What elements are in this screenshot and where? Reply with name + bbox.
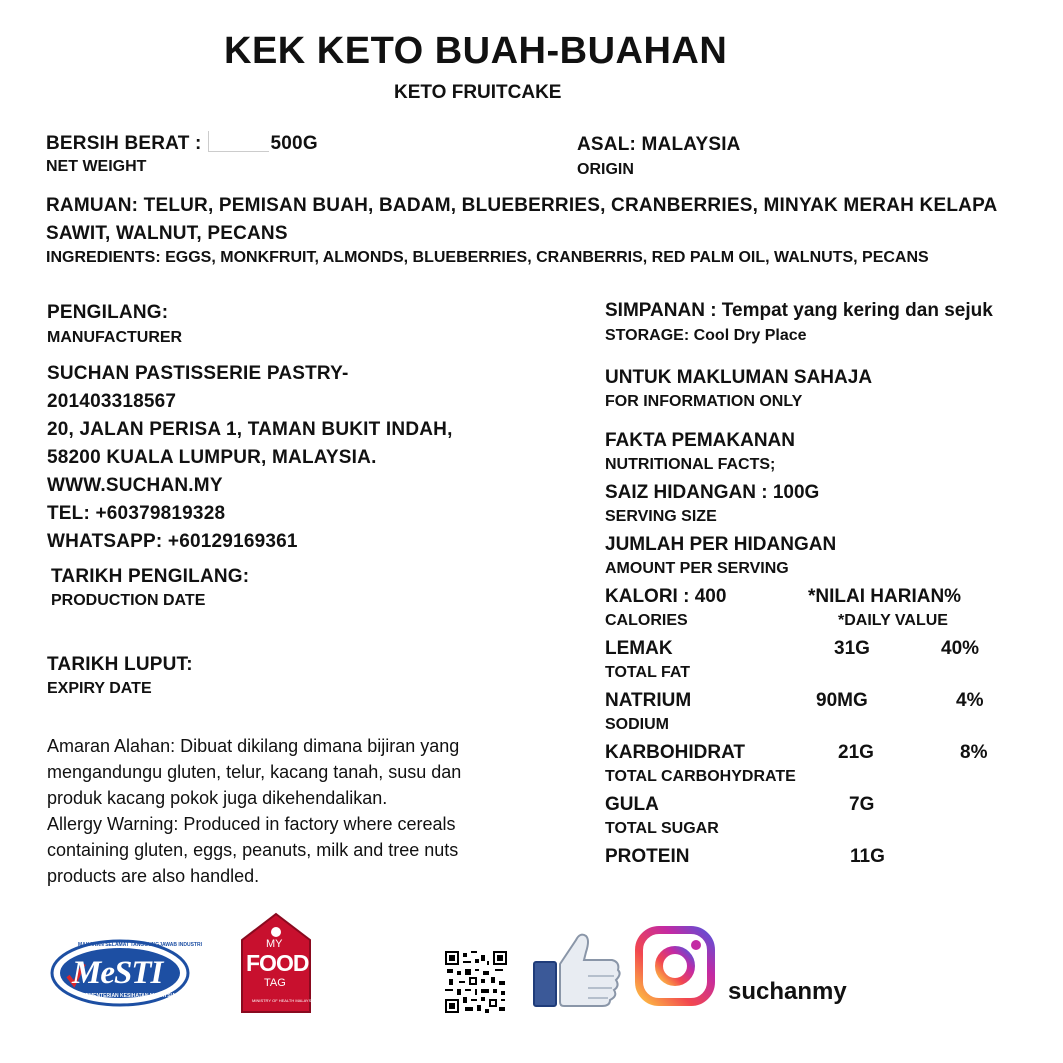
nutrition-facts-label: FAKTA PEMAKANAN (605, 430, 795, 451)
manufacturer-line: 58200 KUALA LUMPUR, MALAYSIA. (47, 447, 377, 468)
mesti-text: MeSTI (72, 955, 163, 991)
mesti-bottom-text: KEMENTERIAN KESIHATAN MALAYSIA (82, 993, 176, 999)
amount-per-serving-label: JUMLAH PER HIDANGAN (605, 534, 837, 555)
product-title: KEK KETO BUAH-BUAHAN (224, 30, 728, 72)
net-weight-label (46, 131, 318, 155)
nutrient-name: PROTEIN (605, 846, 690, 867)
manufacturer-line: TEL: +60379819328 (47, 503, 226, 524)
product-subtitle: KETO FRUITCAKE (394, 82, 562, 103)
manufacturer-label: PENGILANG: (47, 302, 169, 323)
manufacturer-line: 201403318567 (47, 391, 177, 412)
ingredients-en: INGREDIENTS: EGGS, MONKFRUIT, ALMONDS, BLUEBERRIES, CRANBERRIS, RED PALM OIL, WALNUTS, PECANS (46, 249, 929, 266)
calories-label: KALORI : 400 (605, 586, 727, 607)
allergy-line: containing gluten, eggs, peanuts, milk and tree nuts (47, 840, 459, 860)
daily-value-label-en: *DAILY VALUE (838, 612, 948, 629)
calories-label-en: CALORIES (605, 612, 688, 629)
allergy-line: Allergy Warning: Produced in factory where cereals (47, 814, 456, 834)
storage-text: SIMPANAN : Tempat yang kering dan sejuk (605, 300, 993, 321)
nutrient-name: LEMAK (605, 638, 673, 659)
expiry-date-label: TARIKH LUPUT: (47, 654, 193, 675)
nutrient-amount: 31G (834, 638, 870, 659)
myfoodtag-food: FOOD (246, 950, 309, 976)
manufacturer-line: SUCHAN PASTISSERIE PASTRY- (47, 363, 349, 384)
net-weight-label-en: NET WEIGHT (46, 158, 147, 175)
production-date-label: TARIKH PENGILANG: (51, 566, 250, 587)
instagram-link[interactable] (634, 925, 716, 1007)
ingredients-line-1: RAMUAN: TELUR, PEMISAN BUAH, BADAM, BLUEBERRIES, CRANBERRIES, MINYAK MERAH KELAPA (46, 195, 998, 216)
net-weight-blank (208, 131, 269, 152)
serving-size-label: SAIZ HIDANGAN : 100G (605, 482, 820, 503)
nutrition-facts-label-en: NUTRITIONAL FACTS; (605, 456, 776, 473)
manufacturer-line: WWW.SUCHAN.MY (47, 475, 223, 496)
origin-label-en: ORIGIN (577, 161, 634, 178)
nutrient-name: GULA (605, 794, 659, 815)
nutrient-name: NATRIUM (605, 690, 692, 711)
nutrient-name-en: TOTAL FAT (605, 664, 691, 681)
like-button[interactable] (530, 930, 622, 1010)
mesti-logo (50, 938, 202, 1008)
instagram-icon (634, 925, 716, 1007)
amount-per-serving-label-en: AMOUNT PER SERVING (605, 560, 789, 577)
thumbs-up-icon (530, 930, 622, 1010)
myfoodtag-footer: MINISTRY OF HEALTH MALAYSIA (252, 998, 316, 1003)
daily-value-label: *NILAI HARIAN% (808, 586, 962, 607)
nutrient-name-en: TOTAL CARBOHYDRATE (605, 768, 796, 785)
storage-text-en: STORAGE: Cool Dry Place (605, 327, 807, 344)
nutrient-dv: 4% (956, 690, 984, 711)
myfoodtag-tag: TAG (264, 977, 286, 989)
manufacturer-line: 20, JALAN PERISA 1, TAMAN BUKIT INDAH, (47, 419, 453, 440)
nutrient-name: KARBOHIDRAT (605, 742, 746, 763)
nutrient-amount: 90MG (816, 690, 868, 711)
qr-code[interactable] (445, 951, 507, 1013)
allergy-line: produk kacang pokok juga dikehendalikan. (47, 788, 388, 808)
myfoodtag-my: MY (266, 938, 283, 950)
serving-size-label-en: SERVING SIZE (605, 508, 717, 525)
storage-label-en (605, 327, 807, 345)
nutrient-amount: 11G (850, 846, 885, 867)
net-weight-value: 500G (270, 133, 318, 154)
origin-label: ASAL: MALAYSIA (577, 134, 741, 155)
instagram-handle[interactable]: suchanmy (728, 978, 847, 1005)
allergy-line: mengandungu gluten, telur, kacang tanah, susu dan (47, 762, 462, 782)
info-label: UNTUK MAKLUMAN SAHAJA (605, 367, 873, 388)
allergy-line: products are also handled. (47, 866, 260, 886)
allergy-line: Amaran Alahan: Dibuat dikilang dimana bijiran yang (47, 736, 460, 756)
manufacturer-label-en: MANUFACTURER (47, 329, 183, 346)
nutrient-amount: 21G (838, 742, 874, 763)
mesti-top-text: MAKANAN SELAMAT TANGGUNGJAWAB INDUSTRI (78, 942, 202, 948)
allergy-warning (47, 733, 461, 889)
net-weight-label-my: BERSIH BERAT : (46, 133, 202, 154)
nutrient-name-en: SODIUM (605, 716, 669, 733)
nutrient-dv: 40% (941, 638, 980, 659)
nutrient-dv: 8% (960, 742, 988, 763)
storage-label (605, 300, 993, 322)
info-label-en: FOR INFORMATION ONLY (605, 393, 803, 410)
qr-code-icon (445, 951, 507, 1013)
nutrient-name-en: TOTAL SUGAR (605, 820, 719, 837)
manufacturer-details (47, 360, 453, 556)
ingredients-line-2: SAWIT, WALNUT, PECANS (46, 223, 288, 244)
expiry-date-label-en: EXPIRY DATE (47, 680, 152, 697)
production-date-label-en: PRODUCTION DATE (51, 592, 206, 609)
manufacturer-line: WHATSAPP: +60129169361 (47, 531, 298, 552)
myfoodtag-logo (240, 912, 316, 1014)
nutrient-amount: 7G (849, 794, 875, 815)
